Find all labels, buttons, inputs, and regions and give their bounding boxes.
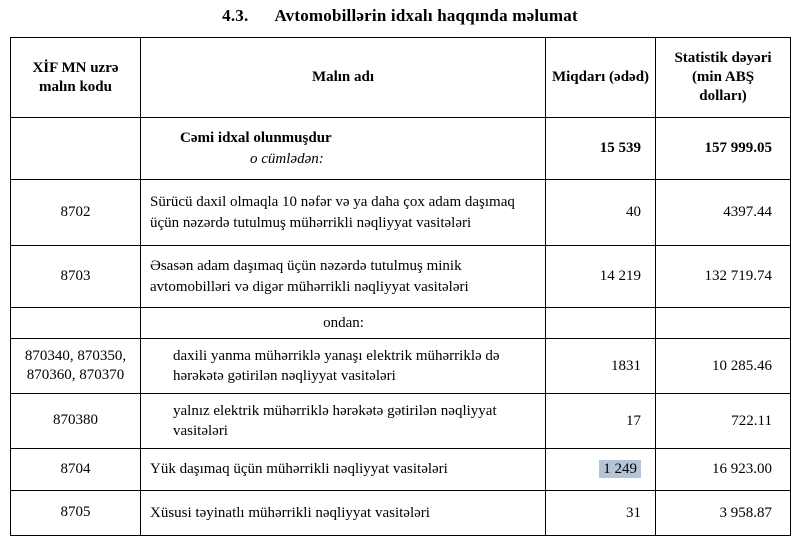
cell-name: Əsasən adam daşımaq üçün nəzərdə tutulmuş minik avtomobilləri və digər mühərrikli nəqliyyat vasitələri xyxy=(141,246,546,308)
cell-quantity: 15 539 xyxy=(546,118,656,180)
cell-name: yalnız elektrik mühərriklə hərəkətə gətirilən nəqliyyat vasitələri xyxy=(141,394,546,449)
cell-value: 4397.44 xyxy=(656,180,791,246)
cell-quantity: 17 xyxy=(546,394,656,449)
cell-name: Yük daşımaq üçün mühərrikli nəqliyyat vasitələri xyxy=(141,449,546,491)
table-row-total xyxy=(11,118,791,180)
cell-name: daxili yanma mühərriklə yanaşı elektrik mühərriklə də hərəkətə gətirilən nəqliyyat vasitələri xyxy=(141,339,546,394)
cell-name: Xüsusi təyinatlı mühərrikli nəqliyyat vasitələri xyxy=(141,491,546,536)
cell-quantity: 31 xyxy=(546,491,656,536)
cell-value: 722.11 xyxy=(656,394,791,449)
header-name: Malın adı xyxy=(141,38,546,118)
cell-quantity xyxy=(546,449,656,491)
cell-code xyxy=(11,308,141,339)
section-title-text: Avtomobillərin idxalı haqqında məlumat xyxy=(274,6,578,25)
cell-name xyxy=(141,118,546,180)
cell-value: 10 285.46 xyxy=(656,339,791,394)
table-row-8703 xyxy=(11,246,791,308)
table-header-row xyxy=(11,38,791,118)
cell-value: 157 999.05 xyxy=(656,118,791,180)
cell-quantity: 40 xyxy=(546,180,656,246)
cell-value: 3 958.87 xyxy=(656,491,791,536)
cell-value: 132 719.74 xyxy=(656,246,791,308)
total-note: o cümlədən: xyxy=(250,150,324,167)
cell-quantity: 14 219 xyxy=(546,246,656,308)
cell-code: 870340, 870350, 870360, 870370 xyxy=(11,339,141,394)
cell-code: 8705 xyxy=(11,491,141,536)
table-row-8702 xyxy=(11,180,791,246)
cell-value xyxy=(656,308,791,339)
cell-value: 16 923.00 xyxy=(656,449,791,491)
table-row-870340-870370 xyxy=(11,339,791,394)
total-label: Cəmi idxal olunmuşdur xyxy=(180,130,332,147)
header-quantity: Miqdarı (ədəd) xyxy=(546,38,656,118)
cell-name: Sürücü daxil olmaqla 10 nəfər və ya daha çox adam daşımaq üçün nəzərdə tutulmuş mühərrikli nəqliyyat vasitələri xyxy=(141,180,546,246)
cell-quantity xyxy=(546,308,656,339)
table-row-870380 xyxy=(11,394,791,449)
header-code: XİF MN uzrə malın kodu xyxy=(11,38,141,118)
cell-code: 8702 xyxy=(11,180,141,246)
cell-code xyxy=(11,118,141,180)
header-value: Statistik dəyəri (min ABŞ dolları) xyxy=(656,38,791,118)
cell-code: 8703 xyxy=(11,246,141,308)
cell-quantity: 1831 xyxy=(546,339,656,394)
cell-name: ondan: xyxy=(141,308,546,339)
table-row-ondan xyxy=(11,308,791,339)
cell-code: 8704 xyxy=(11,449,141,491)
table-row-8705 xyxy=(11,491,791,536)
section-title xyxy=(10,6,790,26)
import-table xyxy=(10,37,791,536)
cell-code: 870380 xyxy=(11,394,141,449)
table-row-8704 xyxy=(11,449,791,491)
section-number: 4.3. xyxy=(222,6,249,25)
selected-quantity-highlight: 1 249 xyxy=(599,460,641,478)
